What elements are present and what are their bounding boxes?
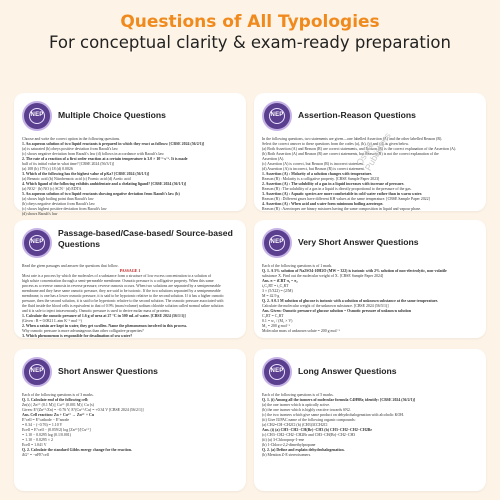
card-content	[22, 393, 238, 485]
content-line: (b) Both Assertion (A) and Reason (R) are correct statements, but Reason (R) is not the correct explanation of the	[262, 152, 439, 156]
card-content	[262, 393, 478, 485]
content-line: 1. Assertion (A) : Molarity of a solution changes with temperature.	[262, 172, 373, 176]
content-line: membrane and they have same osmotic pressure, they are said to be isotonic. If the two solutions separated by a semipermeable	[22, 289, 221, 293]
content-line: (c) shows negative deviation from Raoult's law (d) follows in accordance with Raoult's law	[22, 152, 164, 156]
content-line: 1. Calculate the osmotic pressure of 1.6 g of urea at 27 °C in 500 mL of water. [CBSE 2024 (56/1/1)]	[22, 314, 186, 318]
content-line: Q. 1. A 5% solution of Na2SO4·10H2O (MW = 322) is isotonic with 2% solution of non-electrolytic, non-volatile	[262, 269, 447, 273]
content-line: (a) is saturated (b) obeys positive deviation from Raoult's law	[22, 147, 118, 151]
content-line: Assertion (A).	[262, 157, 285, 161]
content-line: Reason (R) : The solubility of a gas in a liquid is directly proportional to the pressure of the gas.	[262, 187, 412, 191]
content-line: (a) Benzoic acid (b) Nitrobenzoic acid (c) Formic acid (d) Acetic acid	[22, 177, 131, 181]
nep-badge-icon: NEP	[22, 357, 52, 387]
nep-badge-icon: NEP	[262, 101, 292, 131]
content-line: 3. Which phenomenon is responsible for desalination of sea water?	[22, 334, 133, 338]
content-line: 5. An aqueous solution of two liquid reactants showing negative deviation from Raoult's law (b)	[22, 192, 180, 196]
card-title: Short Answer Questions	[58, 366, 158, 376]
content-line: membrane, is one has a lower osmotic pressure, it is said to be hypotonic relative to the second solution. If it has a higher osmotic	[22, 294, 224, 298]
content-line: Calculate the molecular weight of the unknown substance. [CBSE 2024 (56/5/1)]	[262, 304, 389, 308]
content-line: (c) Assertion (A) is correct, but Reason (R) is incorrect statement.	[262, 162, 365, 166]
content-line: Given: E°(Zn²⁺/Zn) = −0.76 V, E°(Cu²⁺/Cu) = +0.34 V [CBSE 2024 (56/2/1)]	[22, 408, 144, 412]
content-line: Ans. π = iCRT π₁ = π₂	[262, 279, 298, 283]
content-line: 4. Assertion (A) : When acid and water form minimum boiling azeotrope.	[262, 202, 384, 206]
content-line: (c) the two isomers which give same product on dehydrohalogenation with alcoholic KOH.	[262, 413, 405, 417]
content-line: 2. Assertion (A) : The solubility of a gas in a liquid increases with increase of pressure.	[262, 182, 405, 186]
content-line: Each of the following questions is of 5 marks.	[262, 393, 334, 397]
content-line: 3. Assertion (A) : Aquatic species are more comfortable in cold water rather than in warm water.	[262, 192, 422, 196]
content-line: 2. The rate of a reaction of a first order reaction at a certain temperature is 3.0 × 10⁻³ s⁻¹. It is made	[22, 157, 188, 161]
content-line: 2. When a raisin are kept in water, they get swollen. Name the phenomenon involved in this process.	[22, 324, 188, 328]
content-line: = 0.34 − (−0.76) = 1.10 V	[22, 423, 63, 427]
content-line: Molecular mass of unknown solute = 200 g mol⁻¹	[262, 329, 340, 333]
content-line: PASSAGE 1	[119, 269, 141, 273]
card-title: Multiple Choice Questions	[58, 110, 166, 120]
content-line: (b) the one isomer which is highly reactive towards SN2.	[262, 408, 351, 412]
content-line: C₁RT = C₂RT	[262, 314, 284, 318]
content-line: pressure, then the second solution, it is said to be hypertonic relative to the second solution. The osmotic pressure associated with	[22, 299, 224, 303]
content-line: = 1.10 − 0.0295 log (0.1/0.001)	[22, 433, 72, 437]
content-line: (a) shows high boiling point than Raoult's law	[22, 197, 94, 201]
content-line: (b) Mention Z-E stereoisomers.	[262, 453, 312, 457]
content-line: (Given : R = 0.0821 L atm K⁻¹ mol⁻¹)	[22, 319, 82, 323]
card-title: Passage-based/Case-based/ Source-based Questions	[58, 228, 233, 249]
content-line: 3 × (5/322) = (2/M)	[262, 289, 293, 293]
card-passage-based	[14, 220, 246, 338]
content-line: (ii) Give IUPAC name of the following organic compounds:	[262, 418, 356, 422]
content-line: Zn(s) | Zn²⁺ (0.1 M) || Cu²⁺ (0.001 M) | Cu (s)	[22, 403, 94, 407]
content-line: (a) CH2=CH−CH2Cl (b) (CH3)3CCH2Cl	[262, 423, 328, 427]
content-line: 0.1 = w₂ / (M₂ × V)	[262, 319, 293, 323]
card-title: Long Answer Questions	[298, 366, 397, 376]
content-line: (d) Assertion (A) is incorrect, but Reason (R) is correct statement.	[262, 167, 365, 171]
content-line: the fluid inside the blood cells is equivalent to that of 0.9% (mass/volume) sodium chloride solution called normal saline solution	[22, 304, 224, 308]
card-content	[22, 137, 238, 216]
content-line: (a) Both Assertion (A) and Reason (R) are correct statements, and Reason (R) is the correct explanation of the Assertion (A).	[262, 147, 457, 151]
content-line: 1. An aqueous solution of two liquid reactants is prepared in which they react as follows: [CBSE 2024 (56/2/1)]	[22, 142, 205, 146]
content-line: Ans. (i) (a) CH3−CH2−CH(Br)−CH3 (b) CH3−CH2−CH2−CH2Br	[262, 428, 373, 432]
page-header	[0, 0, 500, 68]
nep-badge-icon: NEP	[262, 357, 292, 387]
content-line: In the following questions, two statements are given—one labelled Assertion (A) and the other labelled Reason (R).	[262, 137, 443, 141]
content-line: Ecell = 1.041 V	[22, 443, 47, 447]
content-line: Q. 1. Calculate emf of the following cell:	[22, 398, 89, 402]
content-line: M = 42.9 g	[262, 294, 280, 298]
nep-badge-icon: NEP	[22, 101, 52, 131]
card-very-short-answer	[254, 220, 486, 338]
card-title: Very Short Answer Questions	[298, 237, 419, 247]
card-title: Assertion-Reason Questions	[298, 110, 416, 120]
content-line: high solute concentration through a semi-permeable membrane. Osmotic pressure is a colligative property. When this same	[22, 279, 214, 283]
card-content	[262, 264, 478, 332]
card-content	[22, 264, 238, 338]
content-line: (c) shows highest positive deviation from Raoult's law	[22, 207, 107, 211]
watermark: Oswal Publishers	[354, 130, 393, 173]
content-line: (d) shows Raoult's law	[22, 212, 58, 216]
nep-badge-icon: NEP	[22, 228, 52, 258]
content-line: E°cell = E°cathode − E°anode	[22, 418, 70, 422]
content-line: Ans. Cell reaction: Zn + Cu²⁺ → Zn²⁺ + Cu	[22, 413, 94, 417]
content-line: Most rate is a process by which the molecules of a substance form a structure of low excess concentration to a solution of	[22, 274, 212, 278]
content-line: Each of the following questions is of 1 mark.	[262, 264, 333, 268]
content-line: (a) 108 (b) 179 (c) 18 (d) 0.0026	[22, 167, 73, 171]
card-short-answer	[14, 349, 246, 491]
content-line: M₂ = 200 g mol⁻¹	[262, 324, 290, 328]
content-line: and it is safe to inject intravenously. Osmotic pressure is used to derive molar mass of proteins.	[22, 309, 170, 313]
content-line: Q. 2. (a) Define and explain dehydrohalogenation.	[262, 448, 345, 452]
content-line: 3. Which of the following has the highest value of pKa? [CBSE 2024 (56/1/1)]	[22, 172, 150, 176]
content-line: Reason (R) : Molarity is a colligative property. [CBSE Sample Paper 2023]	[262, 177, 380, 181]
content-line: Why osmotic pressure is more advantageous than other colligative properties?	[22, 329, 144, 333]
content-line: (a) NO2⁻ (b) NO (c) SCN⁻ (d) EDTA	[22, 187, 82, 191]
content-line: half of its initial value in what time? [CBSE 2024 (56/3/1)]	[22, 162, 115, 166]
content-line: (b) 1-Chloro-2,2-dimethylpropane	[262, 443, 316, 447]
content-line: substance X. Find out the molecular weight of X. [CBSE Sample Paper 2024]	[262, 274, 384, 278]
content-line: (b) obeys negative deviation from Raoult's law	[22, 202, 95, 206]
content-line: Read the given passages and answer the questions that follow.	[22, 264, 119, 268]
content-line: Each of the following questions is of 3 marks.	[22, 393, 94, 397]
content-line: (c) CH3−CH2−CH2−CH2Br and CH3−CH(Br)−CH2−CH3	[262, 433, 356, 437]
content-line: Reason (R) : Different gases have different KH values at the same temperature. [CBSE Sample Paper 2022]	[262, 197, 430, 201]
page-subtitle: For conceptual clarity & exam-ready preparation	[48, 33, 451, 52]
card-long-answer	[254, 349, 486, 491]
card-multiple-choice	[14, 93, 246, 216]
content-line: Q. 2. A 0.1 M solution of glucose is isotonic with a solution of unknown substance at the same temperature.	[262, 299, 439, 303]
content-line: = 1.10 − 0.0295 × 2	[22, 438, 53, 442]
nep-badge-icon: NEP	[262, 228, 292, 258]
content-line: (a) the one isomer which is optically active.	[262, 403, 331, 407]
content-line: Reason (R) : Azeotropes are binary mixtures having the same composition in liquid and vapour phase.	[262, 207, 422, 211]
page-title: Questions of All Typologies	[120, 12, 380, 32]
content-line: process as a reverse osmosis in reverse pressure, reverse osmosis occurs. When two solutions are separated by a semipermeable	[22, 284, 221, 288]
content-line: ΔG° = −nFE°cell	[22, 453, 49, 457]
content-line: (ii) (a) 3-Chloroprop-1-ene	[262, 438, 305, 442]
content-line: i₁C₁RT = i₂C₂RT	[262, 284, 289, 288]
content-line: Q. 1. (i) Among all the isomers of molecular formula C4H9Br, identify: [CBSE 2024 (56/2/1)]	[262, 398, 416, 402]
content-line: Ecell = E°cell − (0.059/2) log [Zn²⁺]/[Cu²⁺]	[22, 428, 91, 432]
content-line: Choose and write the correct option in the following questions.	[22, 137, 121, 141]
content-line: Q. 2. Calculate the standard Gibbs energy change for the reaction.	[22, 448, 132, 452]
content-line: Ans. Given: Osmotic pressure of glucose solution = Osmotic pressure of unknown solution	[262, 309, 412, 313]
content-line: 4. Which ligand of the following exhibits ambidentate and a chelating ligand? [CBSE 2024 (56/1/1)]	[22, 182, 187, 186]
content-line: Select the correct answer to these questions from the codes (a), (b), (c) and (d) as given below.	[262, 142, 409, 146]
